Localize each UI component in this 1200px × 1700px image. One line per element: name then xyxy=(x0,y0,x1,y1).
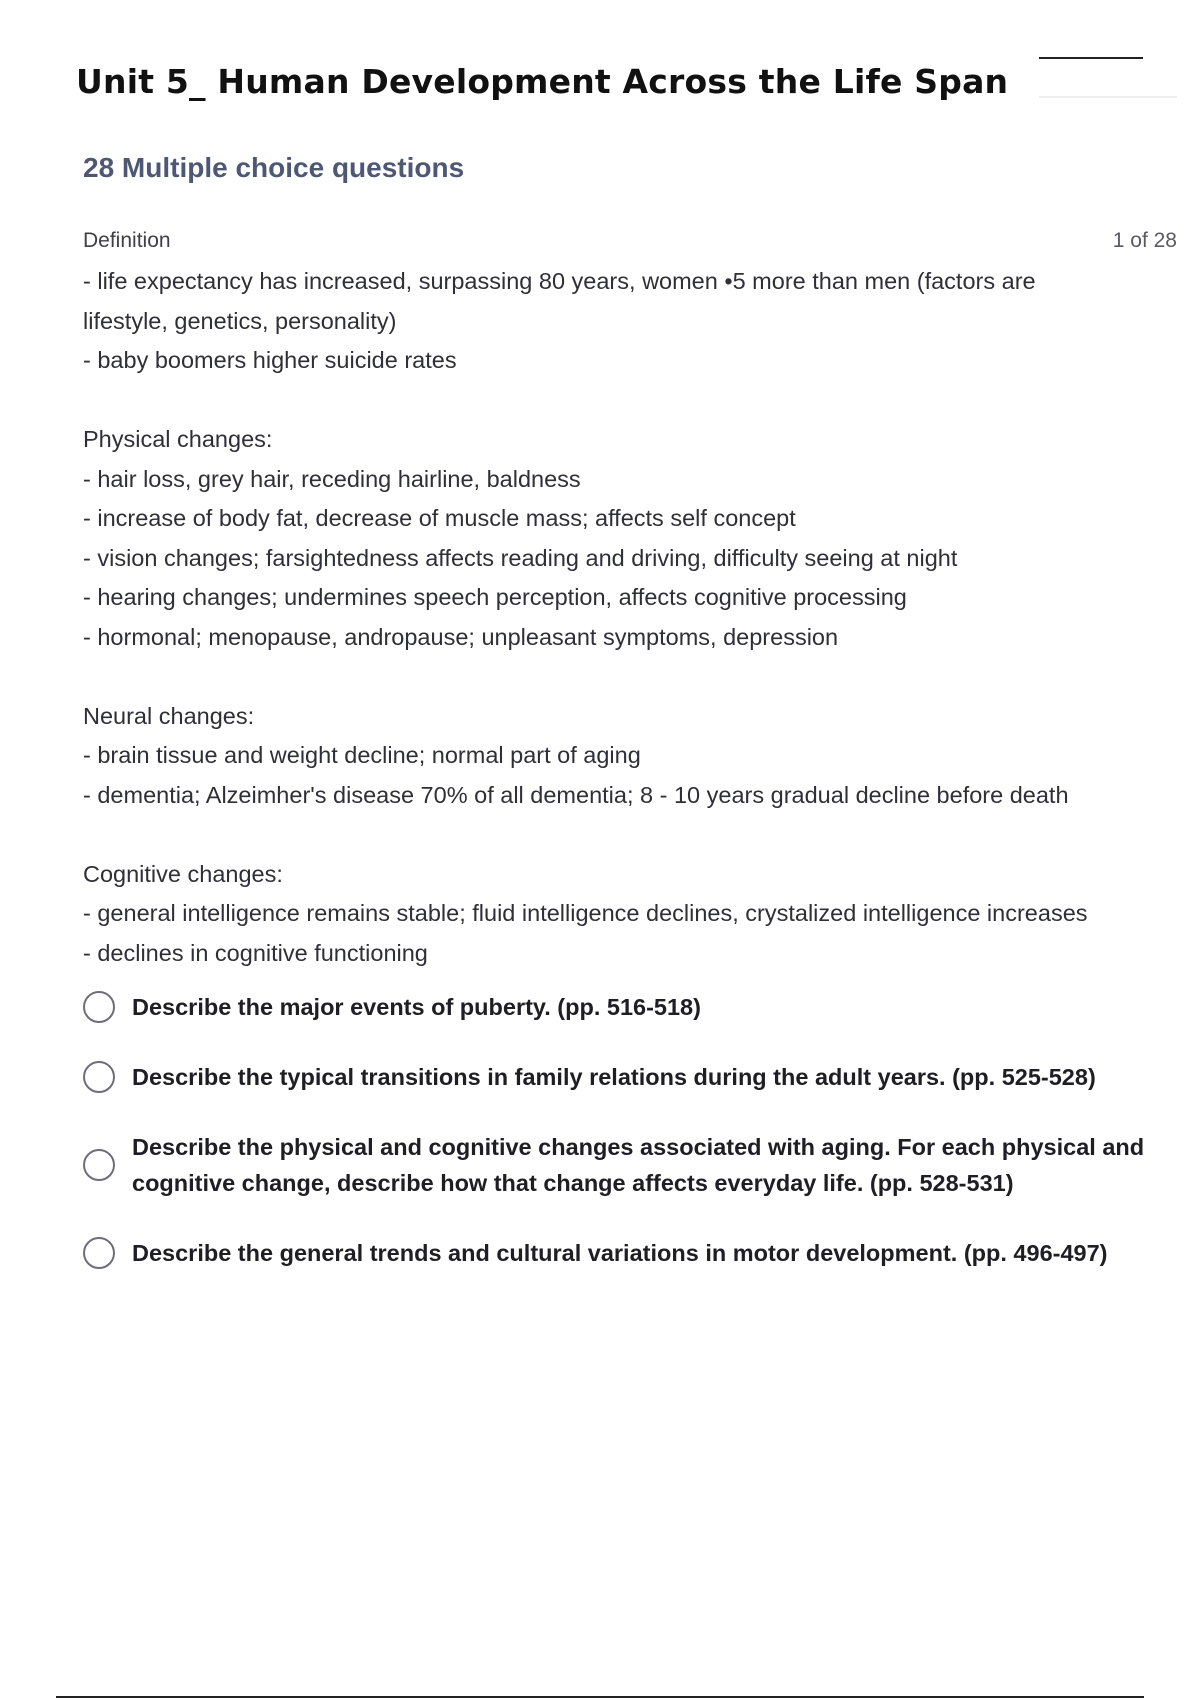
definition-line: - vision changes; farsightedness affects reading and driving, difficulty seeing at night xyxy=(83,544,958,571)
card-header xyxy=(83,226,1177,256)
definition-line: lifestyle, genetics, personality) xyxy=(83,307,397,334)
definition-line: - life expectancy has increased, surpassing 80 years, women •5 more than men (factors are xyxy=(83,268,1036,294)
definition-line: - hair loss, grey hair, receding hairline, baldness xyxy=(83,465,581,492)
answer-option-3[interactable] xyxy=(83,1123,1177,1207)
definition-line: - declines in cognitive functioning xyxy=(83,939,428,966)
answer-option-label: Describe the physical and cognitive changes associated with aging. For each physical and cognitive change, describe how that change affects everyday life. (pp. 528-531) xyxy=(132,1134,1145,1196)
question-progress: 1 of 28 xyxy=(1112,229,1177,252)
definition-line: - general intelligence remains stable; fluid intelligence declines, crystalized intelligence increases xyxy=(83,900,1088,926)
definition-line: - baby boomers higher suicide rates xyxy=(83,347,457,373)
definition-text xyxy=(83,262,1177,973)
radio-button[interactable] xyxy=(83,1061,115,1093)
footer-rule xyxy=(56,1696,1144,1698)
definition-spacer xyxy=(83,657,1177,697)
definition-line: - hearing changes; undermines speech perception, affects cognitive processing xyxy=(83,584,907,610)
answer-option-label: Describe the major events of puberty. (pp. 516-518) xyxy=(132,994,701,1020)
answer-option-label: Describe the general trends and cultural variations in motor development. (pp. 496-497) xyxy=(132,1240,1108,1266)
radio-button[interactable] xyxy=(83,1237,115,1269)
card-label: Definition xyxy=(83,229,171,252)
definition-line: - dementia; Alzeimher's disease 70% of all dementia; 8 - 10 years gradual decline before death xyxy=(83,781,1069,808)
answer-option-label: Describe the typical transitions in family relations during the adult years. (pp. 525-528) xyxy=(132,1064,1096,1090)
answer-option-4[interactable] xyxy=(83,1229,1177,1277)
header-rule xyxy=(1039,57,1143,59)
question-card xyxy=(83,226,1177,1299)
answer-option-1[interactable] xyxy=(83,983,1177,1031)
radio-button[interactable] xyxy=(83,1149,115,1181)
answer-options xyxy=(83,983,1177,1277)
definition-line: - increase of body fat, decrease of muscle mass; affects self concept xyxy=(83,505,796,531)
definition-spacer xyxy=(83,815,1177,855)
definition-section-heading: Physical changes: xyxy=(83,426,273,452)
definition-section-heading: Cognitive changes: xyxy=(83,860,283,887)
definition-spacer xyxy=(83,381,1177,421)
definition-section-heading: Neural changes: xyxy=(83,702,255,729)
definition-line: - hormonal; menopause, andropause; unpleasant symptoms, depression xyxy=(83,623,839,650)
definition-line: - brain tissue and weight decline; normal part of aging xyxy=(83,742,641,768)
question-count-heading: 28 Multiple choice questions xyxy=(83,152,465,183)
radio-button[interactable] xyxy=(83,991,115,1023)
answer-option-2[interactable] xyxy=(83,1053,1177,1101)
header-rule-light xyxy=(1039,96,1177,98)
page-title: Unit 5_ Human Development Across the Life Span xyxy=(76,62,1009,101)
